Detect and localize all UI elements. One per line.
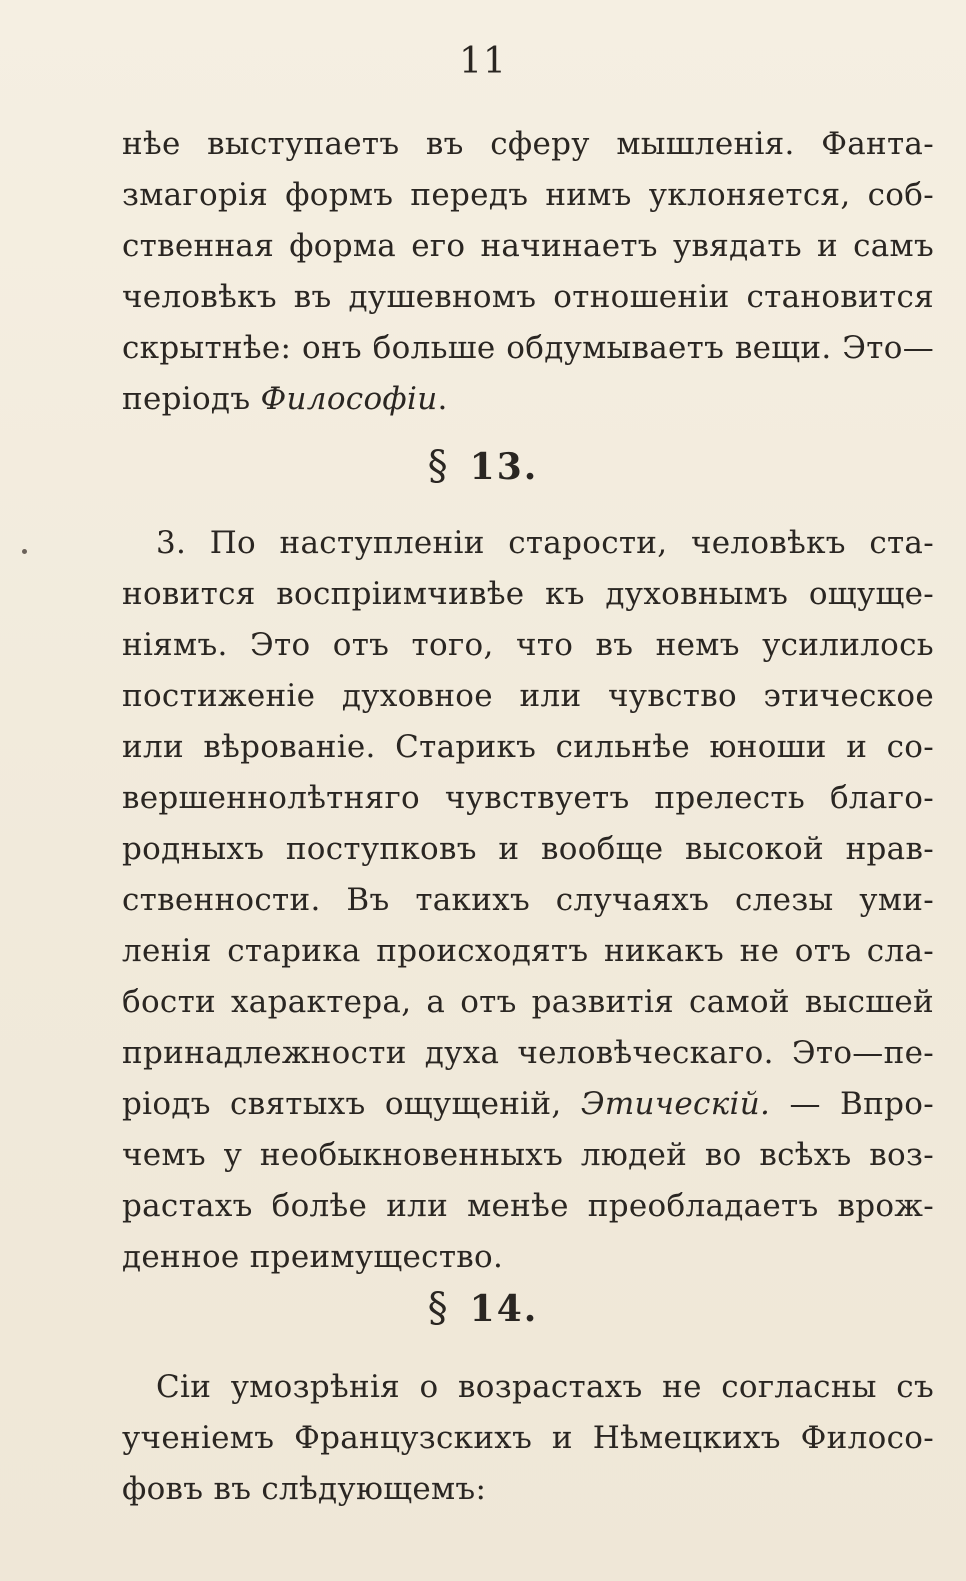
section-number: 13. [469, 446, 539, 488]
text-line: ственная форма его начинаетъ увядать и самъ [122, 228, 934, 264]
section-heading-14 [0, 1282, 966, 1335]
text-line: вершеннолѣтняго чувствуетъ прелесть благо- [122, 780, 934, 816]
text-line: человѣкъ въ душевномъ отношеніи становится [122, 279, 934, 315]
section-sign: § [427, 1285, 450, 1331]
text-fragment: періодъ [122, 381, 261, 417]
text-fragment: ріодъ святыхъ ощущеній, [122, 1086, 581, 1122]
text-line: ученіемъ Французскихъ и Нѣмецкихъ Филосо- [122, 1420, 934, 1456]
text-line: или вѣрованіе. Старикъ сильнѣе юноши и со- [122, 729, 934, 765]
text-line: ніямъ. Это отъ того, что въ немъ усилилось [122, 627, 934, 663]
text-line [122, 374, 934, 425]
text-line: постиженіе духовное или чувство этическое [122, 678, 934, 714]
text-line: родныхъ поступковъ и вообще высокой нрав- [122, 831, 934, 867]
section-sign: § [427, 443, 450, 489]
text-line: бости характера, а отъ развитія самой высшей [122, 984, 934, 1020]
paragraph-continuation [122, 119, 934, 425]
text-line: денное преимущество. [122, 1239, 504, 1275]
page-number: 11 [459, 41, 507, 82]
text-fragment: — Впро- [770, 1086, 934, 1122]
text-line: нѣе выступаетъ въ сферу мышленія. Фанта- [122, 126, 934, 162]
text-line: новится воспріимчивѣе къ духовнымъ ощуще- [122, 576, 934, 612]
text-line: растахъ болѣе или менѣе преобладаетъ врож- [122, 1188, 934, 1224]
text-line: фовъ въ слѣдующемъ: [122, 1471, 487, 1507]
text-line: ственности. Въ такихъ случаяхъ слезы уми- [122, 882, 934, 918]
text-line [122, 1079, 934, 1130]
text-line: чемъ у необыкновенныхъ людей во всѣхъ воз- [122, 1137, 934, 1173]
paper-speck [22, 549, 27, 554]
text-line: ленія старика происходятъ никакъ не отъ сла- [122, 933, 934, 969]
text-line: скрытнѣе: онъ больше обдумываетъ вещи. Это— [122, 330, 934, 366]
section-number: 14. [469, 1288, 539, 1330]
section-heading-13 [0, 440, 966, 493]
text-line: 3. По наступленіи старости, человѣкъ ста- [156, 525, 934, 561]
italic-term: Философіи [260, 381, 438, 417]
text-fragment: . [437, 381, 448, 417]
paragraph-comparison [122, 1362, 934, 1515]
italic-term: Этическій. [580, 1086, 771, 1122]
text-line: змагорія формъ передъ нимъ уклоняется, соб- [122, 177, 934, 213]
text-line: принадлежности духа человѣческаго. Это—пе- [122, 1035, 934, 1071]
paragraph-old-age [122, 518, 934, 1283]
text-line: Сіи умозрѣнія о возрастахъ не согласны съ [156, 1369, 934, 1405]
